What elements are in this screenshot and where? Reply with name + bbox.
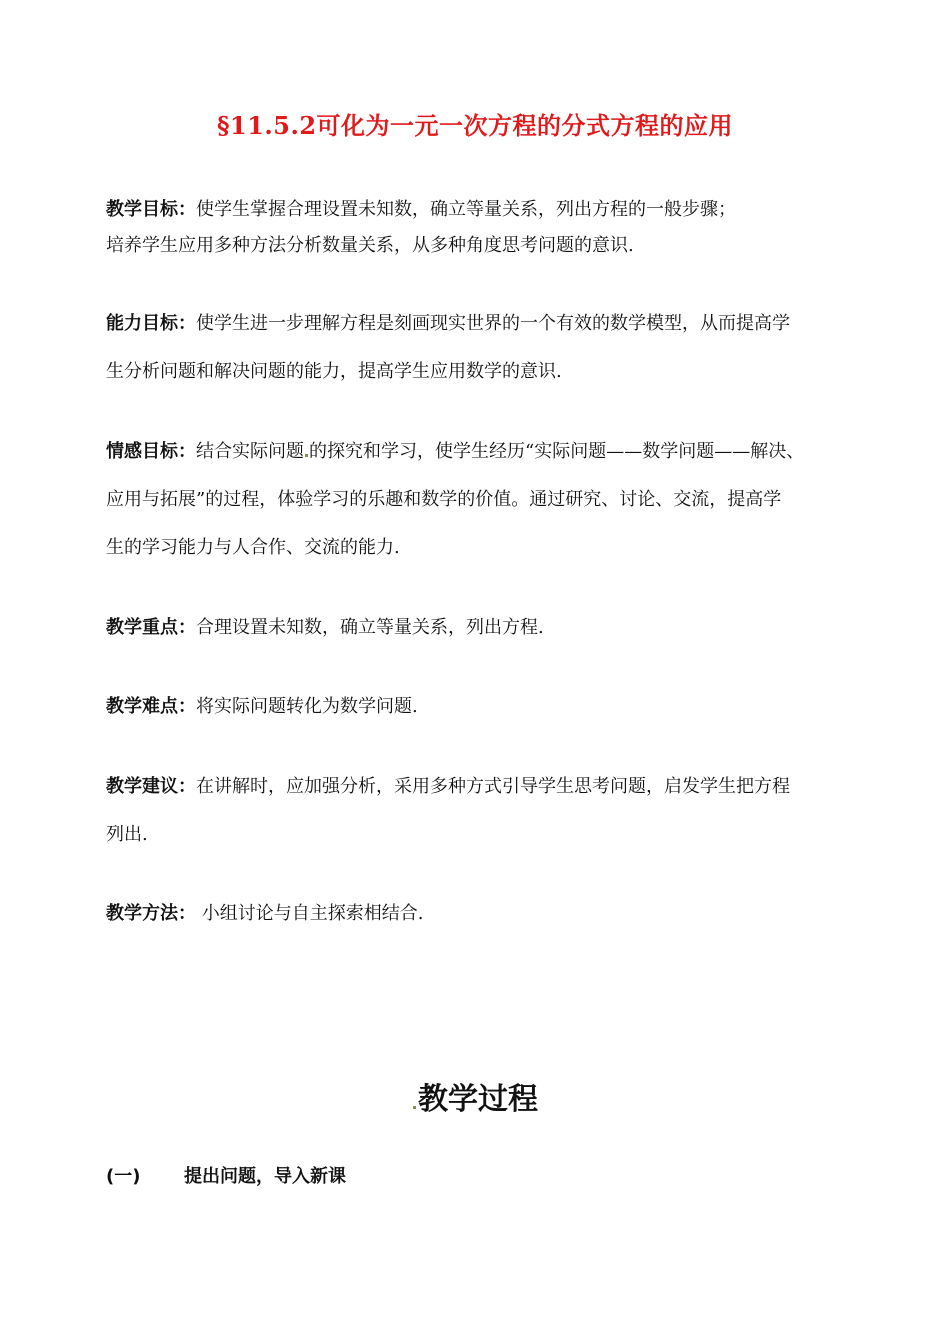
emotion-objective-text-1a: 结合实际问题 [196,441,304,462]
teaching-key-point-label: 教学重点： [106,617,196,638]
emotion-objective-line-1 [106,428,866,476]
teaching-suggestion-label: 教学建议： [106,776,196,797]
process-step-1-text: 提出问题，导入新课 [184,1166,346,1187]
teaching-difficulty [106,683,866,731]
teaching-objective-text-2: 培养学生应用多种方法分析数量关系，从多种角度思考问题的意识. [106,235,634,256]
teaching-suggestion-text-1: 在讲解时，应加强分析，采用多种方式引导学生思考问题，启发学生把方程 [196,776,790,797]
teaching-difficulty-text: 将实际问题转化为数学问题. [196,696,418,717]
ability-objective-line-1 [106,300,866,348]
teaching-difficulty-line [106,683,866,731]
emotion-objective-label: 情感目标： [106,441,196,462]
emotion-objective [106,428,866,572]
teaching-method [106,890,866,938]
teaching-objective [106,186,866,270]
teaching-suggestion-text-2: 列出. [106,824,148,845]
teaching-process-heading-text: 教学过程 [418,1082,538,1117]
teaching-key-point-line [106,604,866,652]
page-title: §11.5.2可化为一元一次方程的分式方程的应用 [216,111,734,140]
stray-dot-mark [305,454,308,457]
teaching-method-label: 教学方法： [106,903,196,924]
teaching-key-point [106,604,866,652]
stray-dot-mark [413,1106,416,1109]
ability-objective [106,300,866,396]
teaching-difficulty-label: 教学难点： [106,696,196,717]
teaching-objective-text-1: 使学生掌握合理设置未知数，确立等量关系，列出方程的一般步骤； [196,199,736,220]
emotion-objective-text-1b: 的探究和学习，使学生经历“实际问题——数学问题——解决、 [309,441,805,462]
teaching-process-heading [0,1078,950,1122]
teaching-key-point-text: 合理设置未知数，确立等量关系，列出方程. [196,617,544,638]
teaching-objective-label: 教学目标： [106,199,196,220]
teaching-suggestion [106,763,866,859]
ability-objective-text-1: 使学生进一步理解方程是刻画现实世界的一个有效的数学模型，从而提高学 [196,313,790,334]
teaching-method-text: 小组讨论与自主探索相结合. [196,903,424,924]
emotion-objective-text-2: 应用与拓展”的过程，体验学习的乐趣和数学的价值。通过研究、讨论、交流，提高学 [106,489,782,510]
process-step-1 [106,1162,346,1192]
emotion-objective-text-3: 生的学习能力与人合作、交流的能力. [106,537,400,558]
teaching-suggestion-line-1 [106,763,866,811]
process-step-1-number: (一) [106,1166,141,1187]
ability-objective-text-2: 生分析问题和解决问题的能力，提高学生应用数学的意识. [106,361,562,382]
ability-objective-label: 能力目标： [106,313,196,334]
teaching-method-line [106,890,866,938]
